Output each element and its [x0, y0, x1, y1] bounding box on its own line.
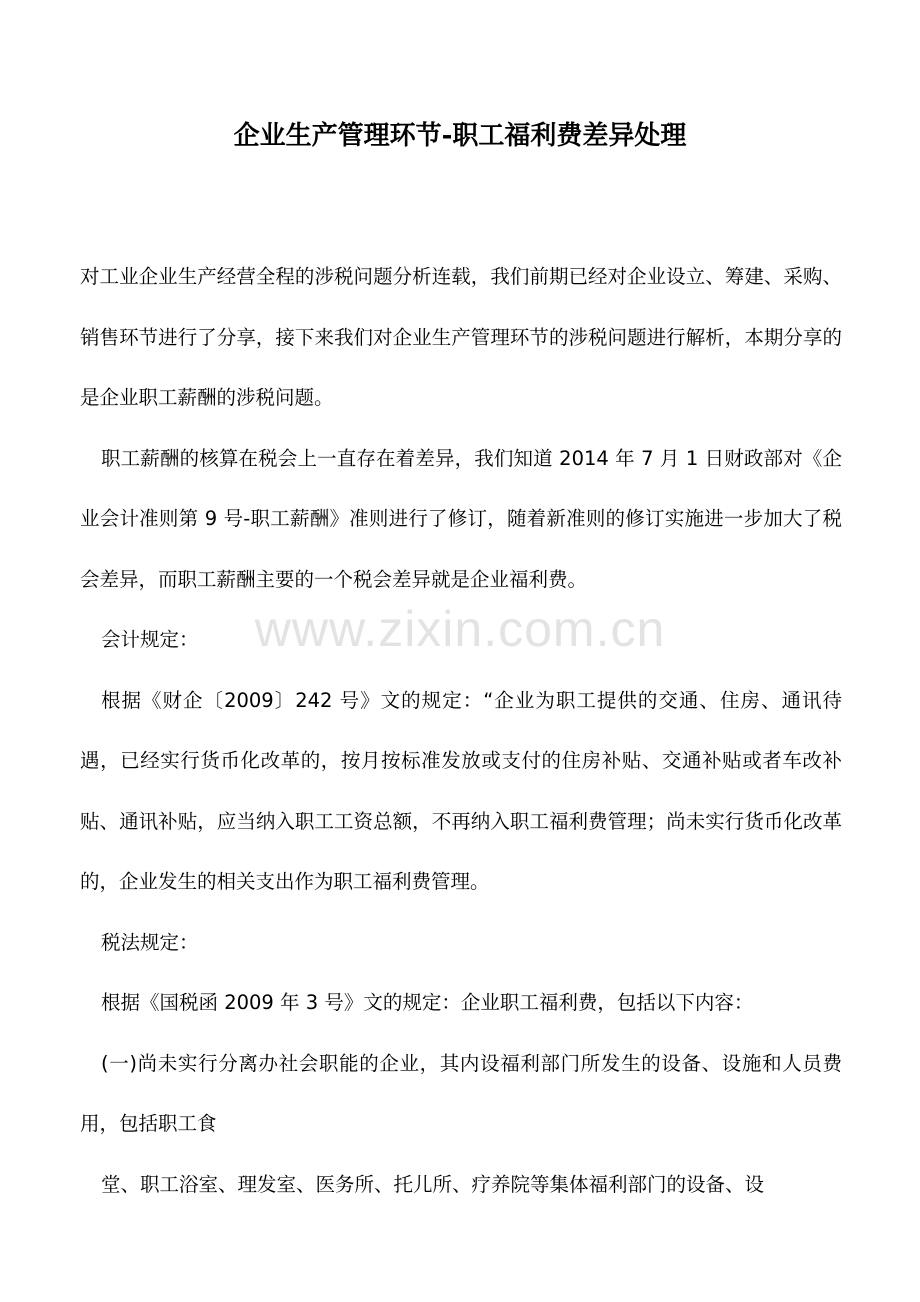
paragraph-item-one-continued: 堂、职工浴室、理发室、医务所、托儿所、疗养院等集体福利部门的设备、设: [101, 1172, 765, 1196]
document-body: [80, 247, 842, 1215]
paragraph-accounting-rules: 根据《财企〔2009〕242 号》文的规定：“企业为职工提供的交通、住房、通讯待遇，已经实行货币化改革的，按月按标准发放或支付的住房补贴、交通补贴或者车改补贴、通讯补贴，应当纳入职工工资总额，不再纳入职工福利费管理；尚未实行货币化改革的，企业发生的相关支出作为职工福利费管理。: [80, 688, 842, 893]
watermark: www.zixin.com.cn: [254, 601, 666, 657]
paragraph-tax-rules: 根据《国税函 2009 年 3 号》文的规定：企业职工福利费，包括以下内容：: [101, 991, 754, 1014]
heading-tax-rules: 税法规定：: [101, 930, 199, 954]
paragraph-salary-differences: 职工薪酬的核算在税会上一直存在着差异，我们知道 2014 年 7 月 1 日财政部对《企业会计准则第 9 号-职工薪酬》准则进行了修订，随着新准则的修订实施进一步加大了税会差异，而职工薪酬主要的一个税会差异就是企业福利费。: [80, 446, 842, 591]
heading-accounting-rules: 会计规定：: [101, 628, 199, 651]
document-title: 企业生产管理环节-职工福利费差异处理: [233, 121, 687, 151]
paragraph-intro: 对工业企业生产经营全程的涉税问题分析连载，我们前期已经对企业设立、筹建、采购、销售环节进行了分享，接下来我们对企业生产管理环节的涉税问题进行解析，本期分享的是企业职工薪酬的涉税问题。: [80, 265, 842, 409]
paragraph-item-one: (一)尚未实行分离办社会职能的企业，其内设福利部门所发生的设备、设施和人员费用，包括职工食: [80, 1051, 842, 1135]
